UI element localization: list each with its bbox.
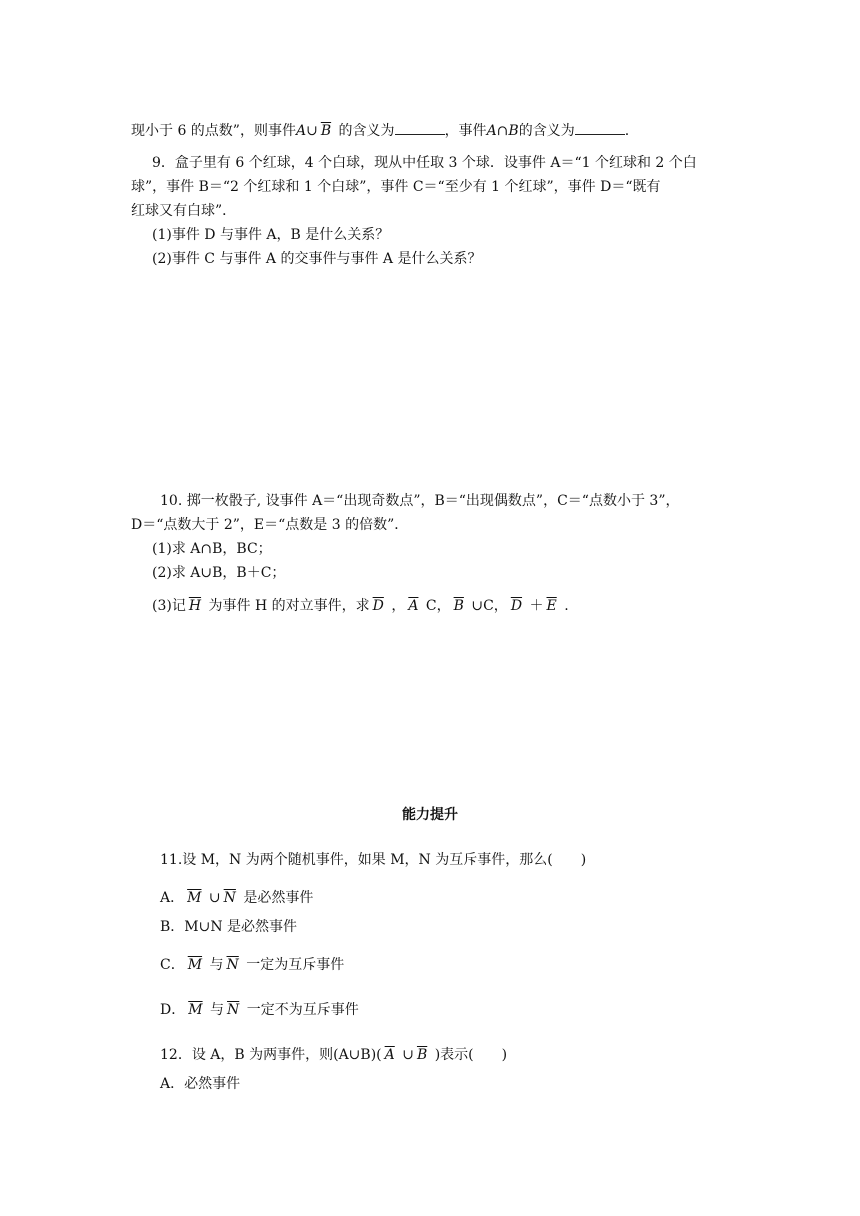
q8-text: 的含义为 <box>334 123 395 139</box>
q8-text: . <box>624 123 630 139</box>
option-text: 是必然事件 <box>243 890 314 906</box>
complement-m: $\overline{M}$ <box>187 957 203 973</box>
q11-option-c <box>160 955 344 975</box>
complement-n: $\overline{N}$ <box>226 957 239 973</box>
q9-line-2: 球”，事件 B＝“2 个红球和 1 个白球”，事件 C＝“至少有 1 个红球”，事件 D＝“既有 <box>131 179 661 195</box>
q8-expr: A∩B <box>486 123 519 139</box>
q10-text: ， <box>391 598 406 614</box>
option-text: 一定为互斥事件 <box>246 957 345 973</box>
complement-m: $\overline{M}$ <box>188 1002 203 1018</box>
q11-stem-text: 11.设 M，N 为两个随机事件，如果 M，N 为互斥事件，那么( <box>160 852 553 868</box>
option-label: C． <box>160 957 185 973</box>
option-text: 与 <box>210 1002 225 1018</box>
q10-complement-b: $\overline{B}$ <box>453 598 464 614</box>
q11-stem-paren: ) <box>580 852 587 868</box>
option-label: A． <box>160 890 185 906</box>
q10-complement-h: $\overline{H}$ <box>188 598 202 614</box>
q10-complement-d: $\overline{D}$ <box>510 598 523 614</box>
q12-option-a: A．必然事件 <box>160 1076 241 1092</box>
q12-stem-paren: ) <box>501 1047 508 1063</box>
option-text: 与 <box>209 957 224 973</box>
q9-line-1: 9．盒子里有 6 个红球，4 个白球，现从中任取 3 个球．设事件 A＝“1 个红球和 2 个白 <box>152 155 697 171</box>
answer-blank <box>575 121 625 135</box>
q12-text: 12．设 A，B 为两事件，则(A∪B)( <box>160 1047 382 1063</box>
union-symbol: ∪ <box>402 1047 414 1063</box>
q10-text: 为事件 H 的对立事件，求 <box>208 598 370 614</box>
q10-line-2: D＝“点数大于 2”，E＝“点数是 3 的倍数”． <box>131 517 409 533</box>
complement-n: $\overline{N}$ <box>227 1002 240 1018</box>
q10-text: . <box>564 598 569 614</box>
q10-complement-e: $\overline{E}$ <box>546 598 557 614</box>
q8-text: 现小于 6 的点数”，则事件 <box>131 123 296 139</box>
q9-sub-2: (2)事件 C 与事件 A 的交事件与事件 A 是什么关系？ <box>152 251 482 267</box>
complement-b: $\overline{B}$ <box>416 1047 428 1063</box>
q11-option-b: B．M∪N 是必然事件 <box>160 919 298 935</box>
q11-stem <box>160 850 586 870</box>
q12-stem <box>160 1045 507 1065</box>
q12-text: )表示( <box>434 1047 474 1063</box>
q10-sub-1: (1)求 A∩B，BC； <box>152 541 272 557</box>
q10-text: C， <box>425 598 451 614</box>
q9-line-3: 红球又有白球”． <box>131 203 237 219</box>
section-title: 能力提升 <box>402 807 458 823</box>
q8-text: ，事件 <box>444 123 487 139</box>
q8-expr-complement: $\overline{B}$ <box>320 123 332 139</box>
q11-option-d <box>160 1000 359 1020</box>
q10-complement-a: $\overline{A}$ <box>408 598 419 614</box>
option-text: 一定不为互斥事件 <box>246 1002 359 1018</box>
q10-sub-2: (2)求 A∪B，B＋C； <box>152 565 286 581</box>
complement-n: $\overline{N}$ <box>223 890 236 906</box>
q10-complement-d: $\overline{D}$ <box>372 598 384 614</box>
complement-a: $\overline{A}$ <box>384 1047 395 1063</box>
q8-text: 的含义为 <box>518 123 575 139</box>
q10-text: ∪C， <box>471 598 508 614</box>
option-label: D． <box>160 1002 186 1018</box>
q10-line-1: 10. 掷一枚骰子, 设事件 A＝“出现奇数点”，B＝“出现偶数点”，C＝“点数小于 3”， <box>160 493 680 509</box>
q10-text: ＋ <box>529 598 544 614</box>
q9-sub-1: (1)事件 D 与事件 A，B 是什么关系？ <box>152 227 390 243</box>
q11-option-a <box>160 888 313 908</box>
q8-tail-line <box>131 121 629 141</box>
q10-text: (3)记 <box>152 598 186 614</box>
q10-sub-3 <box>152 596 569 616</box>
union-symbol: ∪ <box>208 890 221 906</box>
answer-blank <box>395 121 445 135</box>
complement-m: $\overline{M}$ <box>187 890 202 906</box>
q8-expr: A∪ <box>295 123 318 139</box>
